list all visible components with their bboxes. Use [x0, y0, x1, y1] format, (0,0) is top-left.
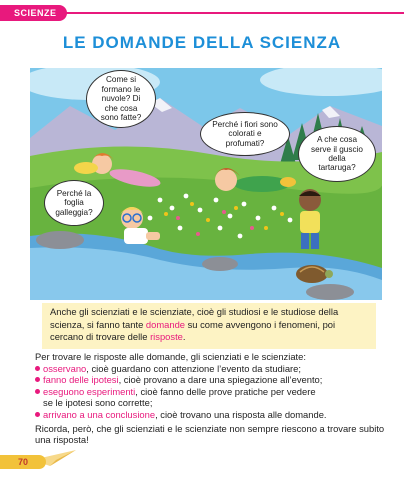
question-bubble-turtle — [298, 126, 376, 182]
bullet-icon — [35, 366, 40, 371]
intro-text: . — [182, 331, 186, 342]
body-text — [35, 351, 385, 446]
section-tag: SCIENZE — [0, 5, 67, 21]
bubble-text: Come si formano le nuvole? Di che cosa sono fatte? — [100, 75, 142, 123]
list-item-continuation: se le ipotesi sono corrette; — [43, 397, 153, 409]
question-bubble-flowers — [200, 112, 290, 156]
closing-paragraph: Ricorda, però, che gli scienziati e le scienziate non sempre riescono a trovare subito una risposta! — [35, 422, 385, 446]
list-item — [35, 409, 385, 421]
list-item-key: eseguono esperimenti — [43, 385, 136, 397]
intro-text: su come avvengono i fenomeni, poi cercano di trovare delle — [50, 318, 336, 342]
lead-paragraph: Per trovare le risposte alle domande, gli scienziati e le scienziate: — [35, 351, 306, 362]
bullet-icon — [35, 377, 40, 382]
list-item — [35, 363, 385, 375]
list-item-rest: , cioè guardano con attenzione l’evento da studiare; — [86, 362, 301, 374]
bubble-text: Perché la foglia galleggia? — [55, 188, 93, 217]
keyword-domande: domande — [145, 318, 185, 330]
question-bubble-leaf — [44, 180, 104, 226]
method-list — [35, 363, 385, 421]
list-item-key: arrivano a una conclusione — [43, 408, 156, 420]
list-item — [35, 374, 385, 386]
bullet-icon — [35, 412, 40, 417]
list-item-rest: , cioè trovano una risposta alle domande. — [155, 408, 327, 420]
illustration — [30, 68, 382, 300]
intro-box — [42, 303, 376, 349]
list-item — [35, 386, 385, 409]
question-bubble-clouds — [86, 70, 156, 128]
keyword-risposte: risposte — [150, 331, 183, 342]
section-header — [0, 0, 404, 22]
list-item-key: fanno delle ipotesi — [43, 374, 119, 386]
list-item-rest: , cioè provano a dare una spiegazione all’evento; — [118, 374, 323, 386]
list-item-key: osservano — [43, 362, 87, 374]
bubble-text: Perché i fiori sono colorati e profumati? — [212, 119, 278, 148]
intro-text: Anche gli scienziati e le scienziate, cioè gli studiosi e le studiose della scienza, si fanno tante — [50, 306, 339, 330]
page-title: LE DOMANDE DELLA SCIENZA — [62, 33, 342, 52]
list-item-rest: , cioè fanno delle prove pratiche per vedere — [135, 385, 316, 397]
bubble-text: A che cosa serve il guscio della tartaruga? — [311, 135, 363, 173]
bullet-icon — [35, 389, 40, 394]
page-number: 70 — [0, 455, 46, 469]
